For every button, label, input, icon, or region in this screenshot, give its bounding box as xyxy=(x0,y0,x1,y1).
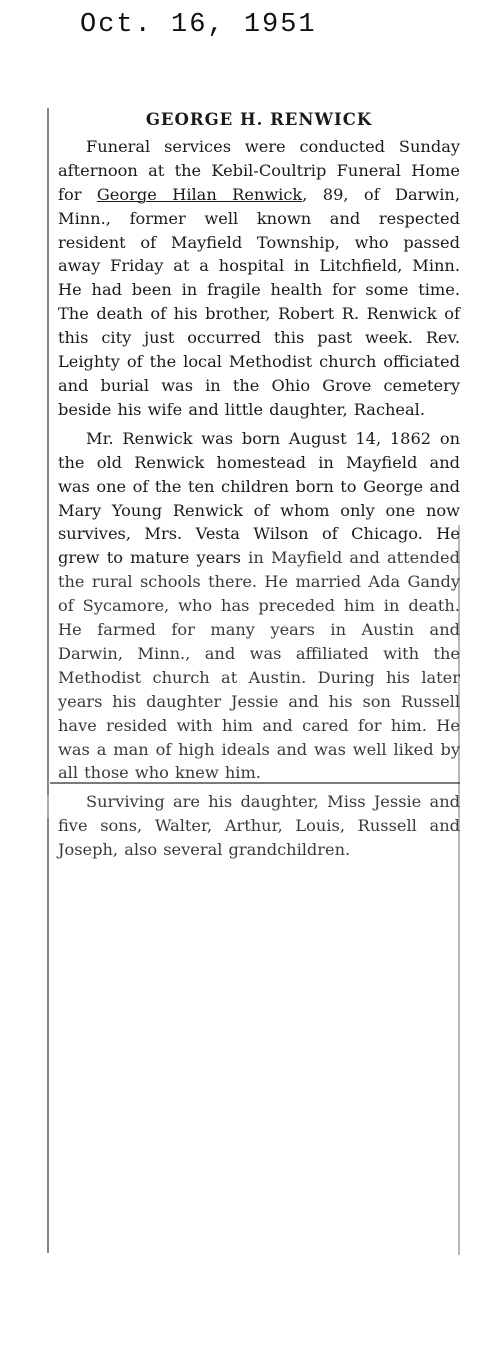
paragraph-biography-part2: in Mayfield and attended the rural schools there. He married Ada Gandy of Sycamore, who has preceded him in death. He farmed for many years in Austin and Darwin, Minn., and was affiliated with the Methodist church at Austin. During his later years his daughter Jessie and his son Russell have resided with him and cared for him. He was a man of high ideals and was well liked by all those who knew him. xyxy=(58,548,460,783)
paragraph-biography-part1: Mr. Renwick was born August 14, 1862 on the old Renwick homestead in Mayfield and was one of the ten children born to George and Mary Young Renwick of whom only one now survives, Mrs. Vesta Wilson of Chicago. He grew to mature years xyxy=(58,428,460,568)
clipping-cut-line xyxy=(50,782,460,784)
paragraph-funeral-intro: Funeral services were conducted Sunday afternoon at the Kebil-Coultrip Funeral Home for xyxy=(58,136,460,204)
obituary-article xyxy=(58,108,460,867)
article-headline: GEORGE H. RENWICK xyxy=(145,110,373,129)
paragraph-biography xyxy=(58,427,460,786)
column-rule-left xyxy=(47,108,49,1253)
deceased-name: George Hilan Renwick xyxy=(96,184,303,204)
paragraph-funeral xyxy=(58,135,460,422)
paragraph-survivors: Surviving are his daughter, Miss Jessie and five sons, Walter, Arthur, Louis, Russell and Joseph, also several grandchildren. xyxy=(58,792,460,860)
paragraph-funeral-body: , 89, of Darwin, Minn., former well known and respected resident of Mayfield Township, who passed away Friday at a hospital in Litchfield, Minn. He had been in fragile health for some time. The death of his brother, Robert R. Renwick of this city just occurred this past week. Rev. Leighty of the local Methodist church officiated and burial was in the Ohio Grove cemetery beside his wife and little daughter, Racheal. xyxy=(58,184,460,419)
clipping-date: Oct. 16, 1951 xyxy=(80,10,317,40)
